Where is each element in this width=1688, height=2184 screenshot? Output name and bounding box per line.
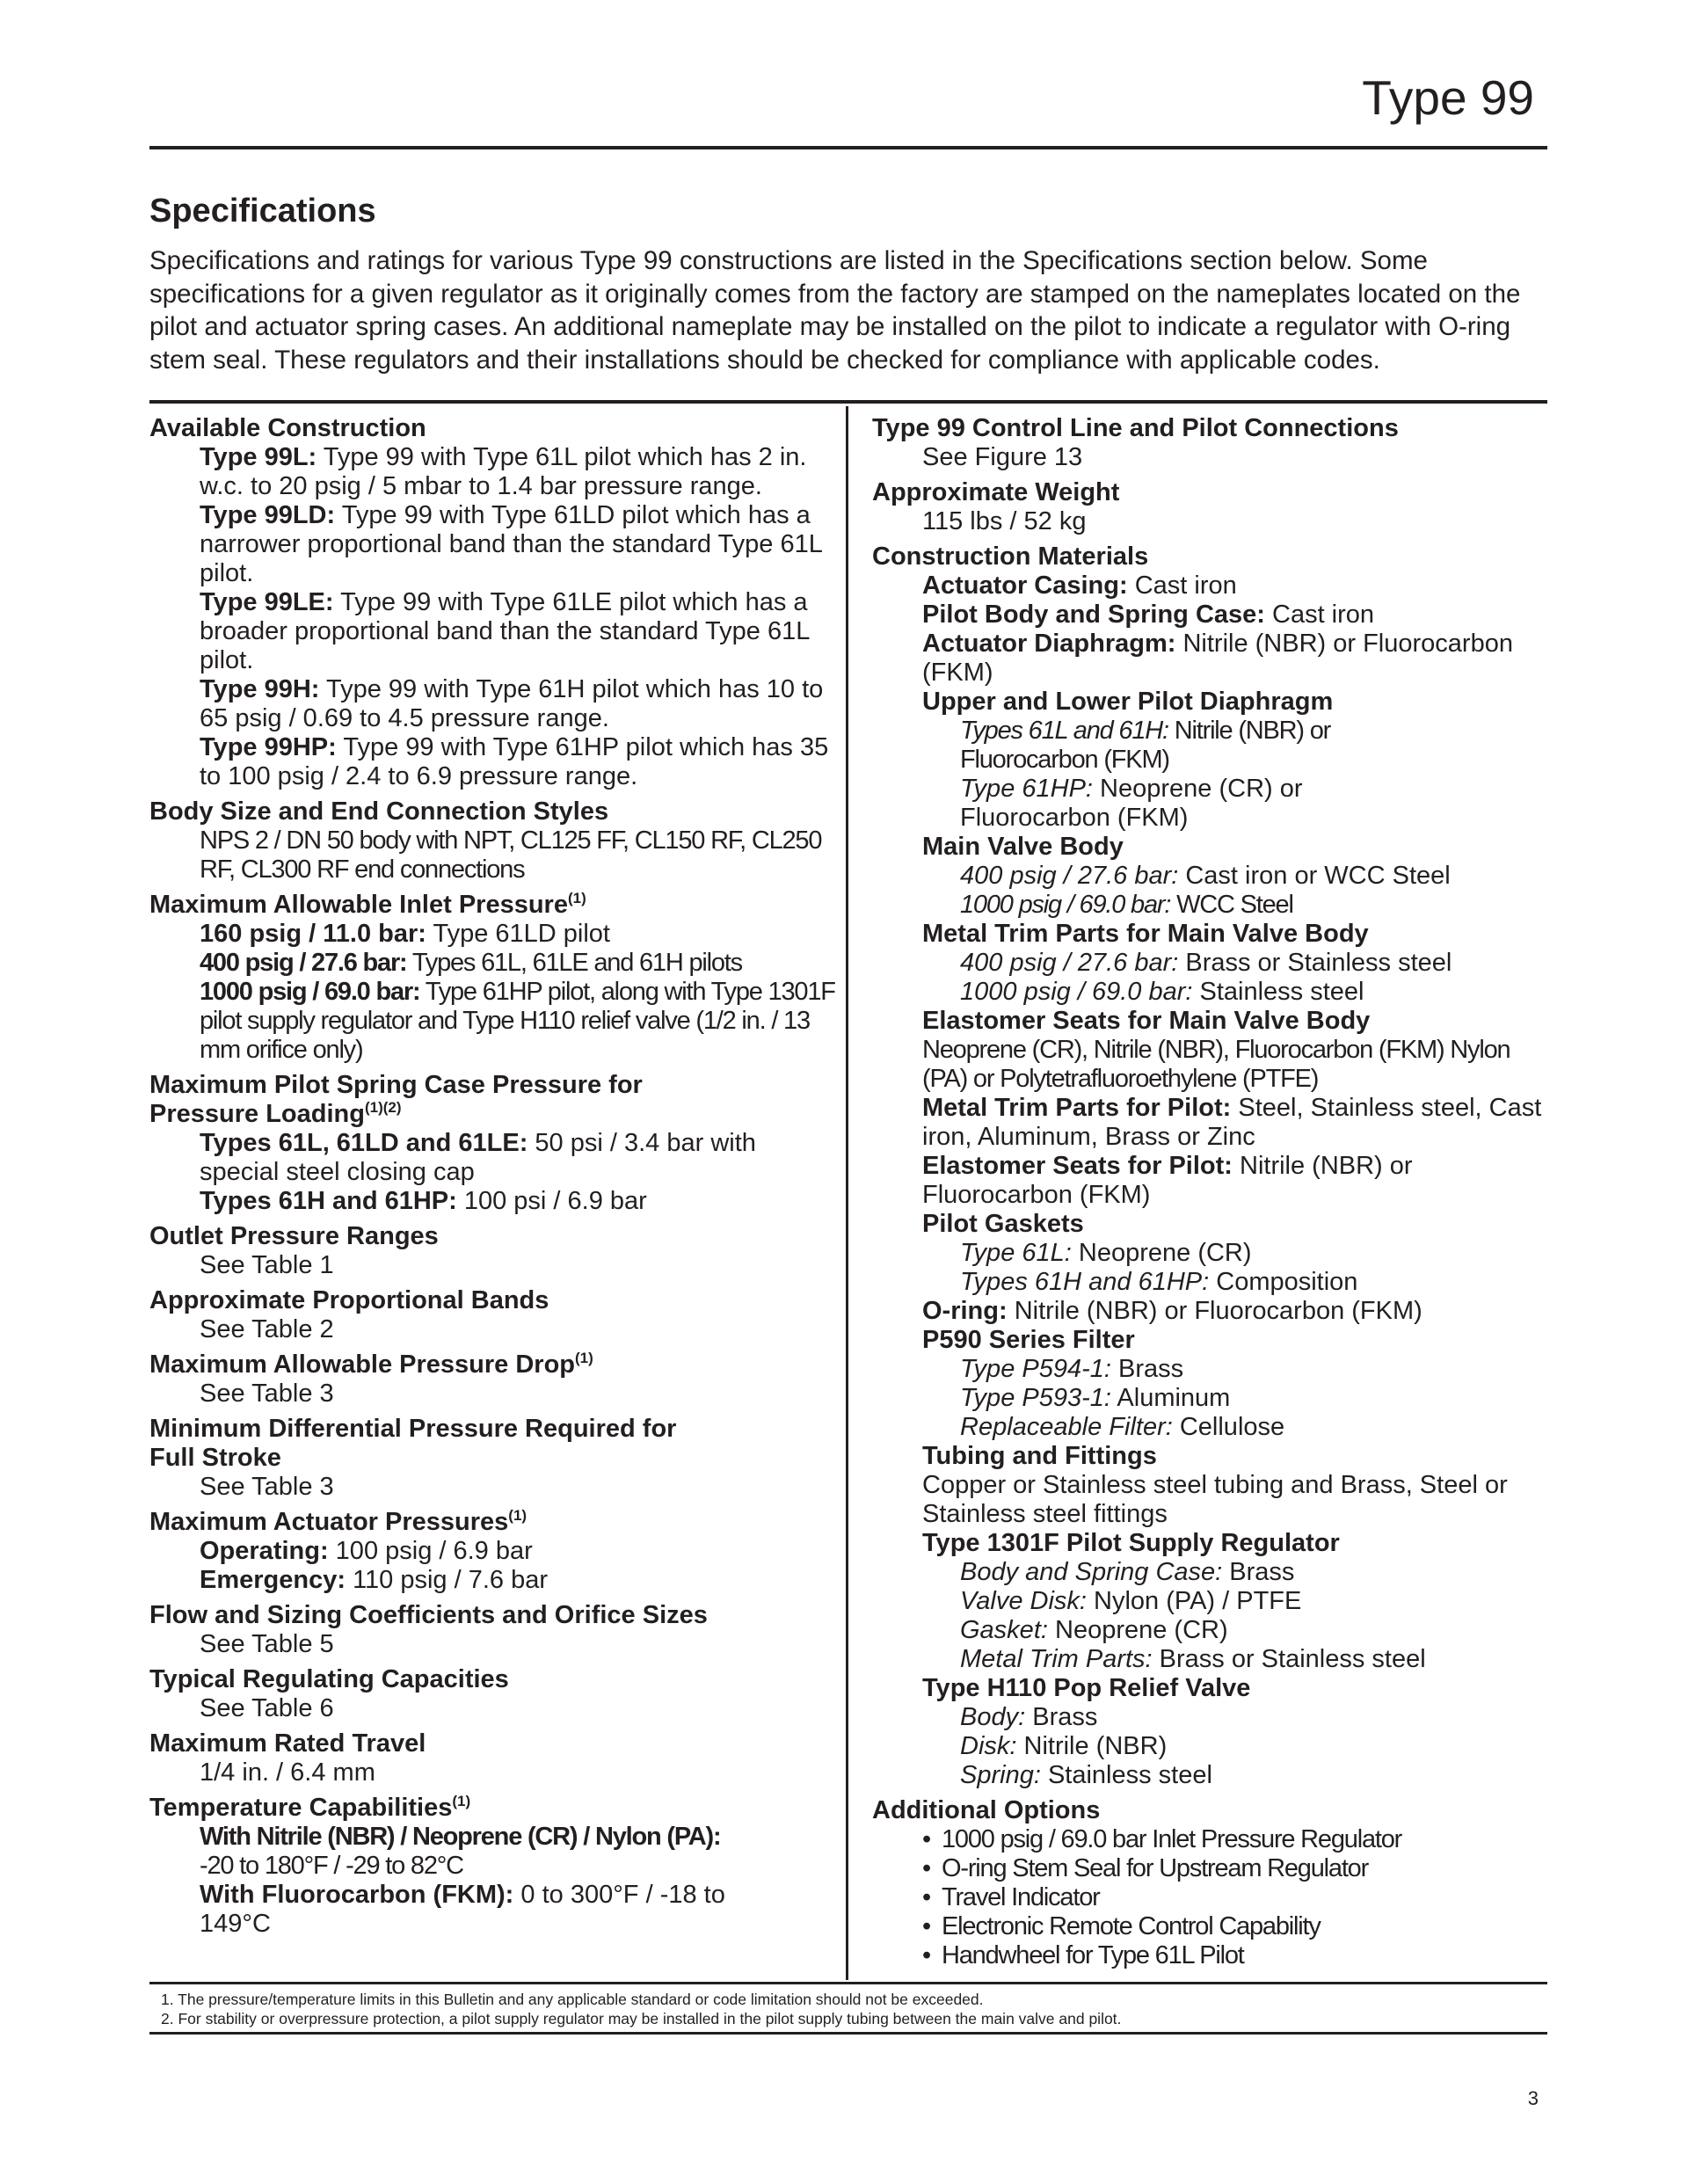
spec-heading: Available Construction — [149, 414, 426, 442]
spec-item: With Fluorocarbon (FKM): 0 to 300°F / -18 to 149°C — [200, 1881, 725, 1938]
spec-temperature — [149, 1794, 835, 1939]
spec-heading: Body Size and End Connection Styles — [149, 797, 609, 826]
spec-text: See Table 5 — [200, 1630, 334, 1658]
material-oring: O-ring: Nitrile (NBR) or Fluorocarbon (FKM) — [922, 1297, 1422, 1325]
option-item: • O-ring Stem Seal for Upstream Regulator — [872, 1854, 1558, 1883]
spec-heading: Approximate Proportional Bands — [149, 1286, 549, 1314]
material-subitem: Body and Spring Case: Brass — [960, 1558, 1295, 1586]
material-subitem: Type 61HP: Neoprene (CR) or Fluorocarbon (FKM) — [960, 775, 1303, 832]
footnotes-bottom-rule — [149, 2032, 1547, 2035]
intro-paragraph: Specifications and ratings for various Type 99 constructions are listed in the Specifications section below. Some specifications for a given regulator as it originally comes from the factory are stamped on the nameplates located on the pilot and actuator spring cases. An additional nameplate may be installed on the pilot to indicate a regulator with O-ring stem seal. These regulators and their installations should be checked for compliance with applicable codes. — [149, 246, 1521, 375]
spec-item: Type 99H: Type 99 with Type 61H pilot which has 10 to 65 psig / 0.69 to 4.5 pressure range. — [200, 675, 824, 732]
material-subitem: Valve Disk: Nylon (PA) / PTFE — [960, 1587, 1302, 1615]
page-number: 3 — [1527, 2087, 1539, 2109]
spec-heading: Construction Materials — [872, 542, 1149, 571]
footnote-ref: (1) — [452, 1793, 471, 1809]
material-p590-filter: P590 Series Filter — [922, 1326, 1135, 1354]
spec-item: Types 61H and 61HP: 100 psi / 6.9 bar — [200, 1187, 647, 1215]
spec-text: 1/4 in. / 6.4 mm — [200, 1758, 375, 1787]
material-subitem: Types 61H and 61HP: Composition — [960, 1268, 1358, 1296]
spec-item: Type 99LD: Type 99 with Type 61LD pilot which has a narrower proportional band than the standard Type 61L pilot. — [200, 501, 822, 587]
spec-text: See Table 2 — [200, 1315, 334, 1343]
material-subitem: Disk: Nitrile (NBR) — [960, 1732, 1168, 1760]
footnote-2: 2. For stability or overpressure protection, a pilot supply regulator may be installed in the pilot supply tubing between the main valve and pilot. — [161, 2010, 1122, 2027]
spec-text: See Table 3 — [200, 1473, 334, 1501]
spec-heading: Maximum Pilot Spring Case Pressure for — [149, 1071, 643, 1099]
spec-heading: Pressure Loading$^{(1)(2)}$ — [149, 1099, 402, 1128]
material-text: Neoprene (CR), Nitrile (NBR), Fluorocarbon (FKM) Nylon (PA) or Polytetrafluoroethylene (PTFE) — [922, 1036, 1510, 1093]
spec-item: 160 psig / 11.0 bar: Type 61LD pilot — [200, 920, 610, 948]
material-subitem: Metal Trim Parts: Brass or Stainless steel — [960, 1645, 1426, 1673]
material-subitem: Body: Brass — [960, 1703, 1098, 1731]
spec-text: See Table 1 — [200, 1251, 334, 1279]
spec-max-pressure-drop — [149, 1350, 835, 1409]
spec-max-pilot-spring-case — [149, 1071, 835, 1216]
material-elastomer-main: Elastomer Seats for Main Valve Body — [922, 1007, 1371, 1035]
footnote-1: 1. The pressure/temperature limits in this Bulletin and any applicable standard or code limitation should not be exceeded. — [161, 1991, 984, 2008]
spec-item: 400 psig / 27.6 bar: Types 61L, 61LE and 61H pilots — [200, 949, 742, 977]
spec-text: See Figure 13 — [922, 443, 1083, 471]
spec-max-inlet-pressure — [149, 891, 835, 1065]
material-subitem: 1000 psig / 69.0 bar: Stainless steel — [960, 978, 1364, 1006]
spec-weight — [872, 478, 1558, 536]
spec-control-line — [872, 414, 1558, 472]
spec-heading: Full Stroke — [149, 1444, 281, 1472]
spec-item: Type 99L: Type 99 with Type 61L pilot which has 2 in. w.c. to 20 psig / 5 mbar to 1.4 bar pressure range. — [200, 443, 807, 500]
spec-available-construction — [149, 414, 835, 791]
material-actuator-casing: Actuator Casing: Cast iron — [922, 571, 1237, 600]
spec-min-differential — [149, 1415, 835, 1502]
spec-heading: Minimum Differential Pressure Required for — [149, 1415, 677, 1443]
specs-top-rule — [149, 400, 1547, 404]
spec-item: Types 61L, 61LD and 61LE: 50 psi / 3.4 bar with special steel closing cap — [200, 1129, 756, 1186]
option-item: • Travel Indicator — [872, 1883, 1558, 1912]
spec-regulating-capacities — [149, 1665, 835, 1723]
right-column — [872, 414, 1558, 1977]
material-type1301f: Type 1301F Pilot Supply Regulator — [922, 1529, 1340, 1557]
material-pilot-diaphragm: Upper and Lower Pilot Diaphragm — [922, 688, 1334, 716]
spec-heading: Approximate Weight — [872, 478, 1120, 506]
spec-outlet-pressure-ranges — [149, 1222, 835, 1280]
material-text: Copper or Stainless steel tubing and Brass, Steel or Stainless steel fittings — [922, 1471, 1508, 1528]
spec-heading: Outlet Pressure Ranges — [149, 1222, 439, 1250]
material-metal-trim-main: Metal Trim Parts for Main Valve Body — [922, 920, 1369, 948]
material-elastomer-pilot: Elastomer Seats for Pilot: Nitrile (NBR) or Fluorocarbon (FKM) — [922, 1152, 1413, 1209]
material-subitem: Type P593-1: Aluminum — [960, 1384, 1231, 1412]
material-subitem: Replaceable Filter: Cellulose — [960, 1413, 1285, 1441]
material-main-valve-body: Main Valve Body — [922, 833, 1124, 861]
spec-text: See Table 3 — [200, 1380, 334, 1408]
spec-flow-sizing — [149, 1601, 835, 1659]
material-subitem: 400 psig / 27.6 bar: Cast iron or WCC Steel — [960, 862, 1451, 890]
spec-proportional-bands — [149, 1286, 835, 1344]
material-metal-trim-pilot: Metal Trim Parts for Pilot: Steel, Stainless steel, Cast iron, Aluminum, Brass or Zinc — [922, 1094, 1542, 1151]
material-subitem: Type 61L: Neoprene (CR) — [960, 1239, 1252, 1267]
spec-item: Type 99LE: Type 99 with Type 61LE pilot which has a broader proportional band than the standard Type 61L pilot. — [200, 588, 810, 674]
spec-item: 1000 psig / 69.0 bar: Type 61HP pilot, along with Type 1301F pilot supply regulator and Type H110 relief valve (1/2 in. / 13 mm orifice only) — [200, 978, 835, 1064]
spec-heading: Typical Regulating Capacities — [149, 1665, 509, 1693]
spec-item: Type 99HP: Type 99 with Type 61HP pilot which has 35 to 100 psig / 2.4 to 6.9 pressure range. — [200, 733, 829, 790]
section-heading: Specifications — [149, 193, 376, 229]
footnote-ref: (1) — [575, 1350, 593, 1366]
spec-additional-options — [872, 1796, 1558, 1970]
footnotes — [161, 1990, 1121, 2028]
spec-item: Operating: 100 psig / 6.9 bar — [200, 1537, 533, 1565]
spec-rated-travel — [149, 1729, 835, 1787]
left-column — [149, 414, 835, 1945]
material-typeh110: Type H110 Pop Relief Valve — [922, 1674, 1251, 1702]
footnote-ref: (1) — [508, 1507, 528, 1524]
spec-heading: Maximum Rated Travel — [149, 1729, 426, 1758]
footnote-ref: (1) — [567, 890, 586, 906]
material-subitem: Spring: Stainless steel — [960, 1761, 1212, 1789]
option-item: • Electronic Remote Control Capability — [872, 1912, 1558, 1941]
spec-heading: Additional Options — [872, 1796, 1101, 1824]
spec-text: 115 lbs / 52 kg — [922, 507, 1087, 535]
option-item: • 1000 psig / 69.0 bar Inlet Pressure Regulator — [872, 1825, 1558, 1854]
spec-item: Emergency: 110 psig / 7.6 bar — [200, 1566, 549, 1594]
spec-text: NPS 2 / DN 50 body with NPT, CL125 FF, CL150 RF, CL250 RF, CL300 RF end connections — [200, 826, 822, 884]
material-pilot-gaskets: Pilot Gaskets — [922, 1210, 1084, 1238]
material-pilot-body: Pilot Body and Spring Case: Cast iron — [922, 601, 1375, 629]
spec-heading: Flow and Sizing Coefficients and Orifice Sizes — [149, 1601, 708, 1629]
spec-heading: Maximum Allowable Inlet Pressure$^{(1)}$ — [149, 890, 586, 919]
material-subitem: 400 psig / 27.6 bar: Brass or Stainless steel — [960, 949, 1452, 977]
spec-heading: Maximum Actuator Pressures$^{(1)}$ — [149, 1507, 528, 1536]
material-actuator-diaphragm: Actuator Diaphragm: Nitrile (NBR) or Fluorocarbon (FKM) — [922, 630, 1513, 687]
option-item: • Handwheel for Type 61L Pilot — [872, 1941, 1558, 1970]
spec-construction-materials — [872, 542, 1558, 1790]
spec-max-actuator-pressures — [149, 1508, 835, 1595]
material-subitem: Gasket: Neoprene (CR) — [960, 1616, 1228, 1644]
spec-item: With Nitrile (NBR) / Neoprene (CR) / Nylon (PA): -20 to 180°F / -29 to 82°C — [200, 1823, 721, 1880]
header-rule — [149, 146, 1547, 149]
footnote-ref: (1)(2) — [364, 1099, 402, 1116]
specs-bottom-rule — [149, 1982, 1547, 1984]
material-subitem: 1000 psig / 69.0 bar: WCC Steel — [960, 891, 1293, 919]
page-title: Type 99 — [1362, 70, 1534, 125]
spec-body-size — [149, 797, 835, 885]
spec-heading: Maximum Allowable Pressure Drop$^{(1)}$ — [149, 1350, 593, 1379]
material-tubing: Tubing and Fittings — [922, 1442, 1157, 1470]
material-subitem: Types 61L and 61H: Nitrile (NBR) or Fluorocarbon (FKM) — [960, 717, 1331, 774]
spec-heading: Temperature Capabilities$^{(1)}$ — [149, 1793, 471, 1822]
material-subitem: Type P594-1: Brass — [960, 1355, 1184, 1383]
spec-text: See Table 6 — [200, 1694, 334, 1722]
column-divider — [846, 406, 848, 1980]
spec-heading: Type 99 Control Line and Pilot Connections — [872, 414, 1399, 442]
